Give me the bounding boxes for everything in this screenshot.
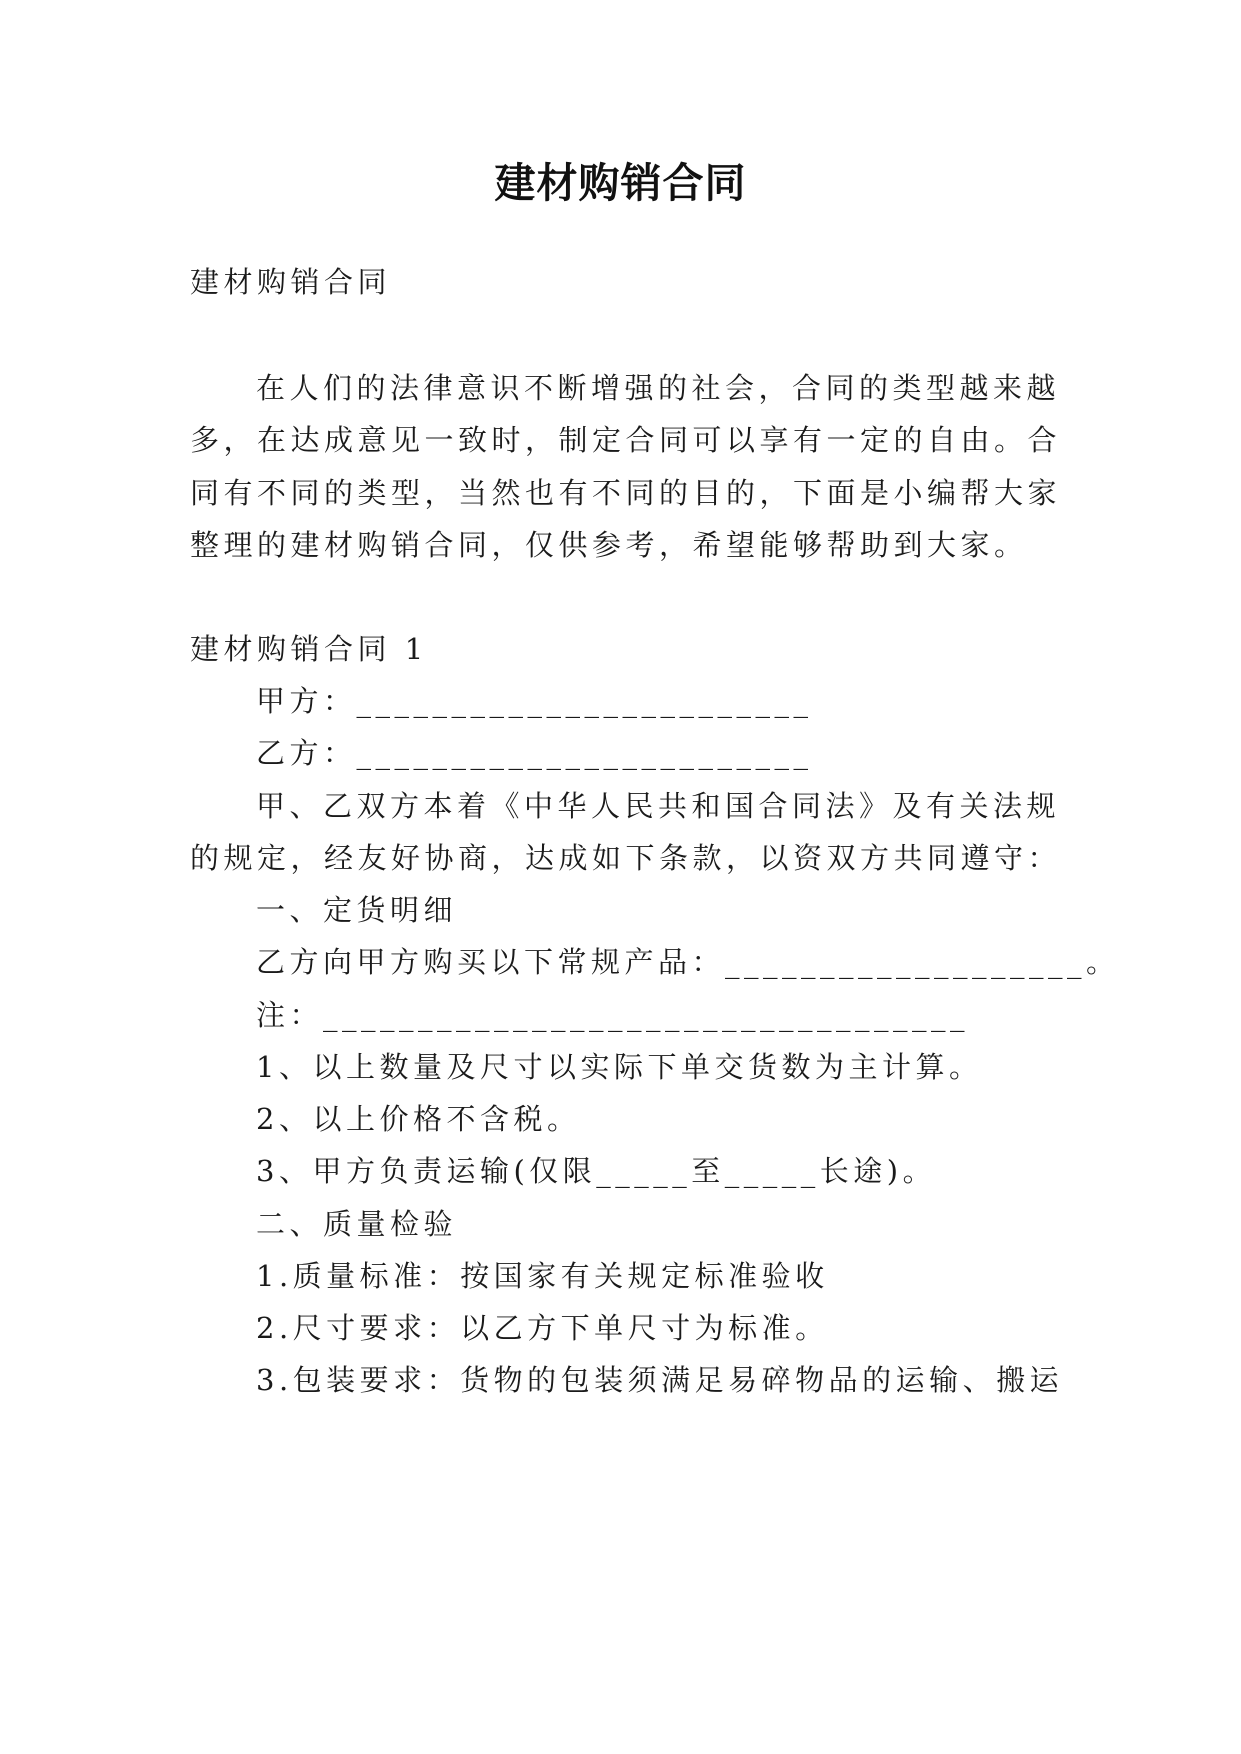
intro-line: 同有不同的类型，当然也有不同的目的，下面是小编帮大家 — [190, 476, 1062, 510]
section-heading: 一、定货明细 — [256, 893, 458, 927]
order-line: 乙方向甲方购买以下常规产品：___________________。 — [256, 945, 1120, 979]
quality-item: 1.质量标准：按国家有关规定标准验收 — [256, 1259, 829, 1293]
document-title: 建材购销合同 — [494, 159, 747, 207]
note-item: 3、甲方负责运输(仅限_____至_____长途)。 — [256, 1154, 937, 1188]
quality-item: 3.包装要求：货物的包装须满足易碎物品的运输、搬运 — [256, 1363, 1064, 1397]
note-item: 2、以上价格不含税。 — [256, 1102, 581, 1136]
intro-line: 整理的建材购销合同，仅供参考，希望能够帮助到大家。 — [190, 528, 1028, 562]
document-subtitle: 建材购销合同 — [190, 265, 392, 299]
note-item: 1、以上数量及尺寸以实际下单交货数为主计算。 — [256, 1050, 983, 1084]
preamble-line: 的规定，经友好协商，达成如下条款，以资双方共同遵守： — [190, 841, 1062, 875]
intro-line: 在人们的法律意识不断增强的社会，合同的类型越来越 — [256, 371, 1061, 405]
section-heading: 二、质量检验 — [256, 1207, 458, 1241]
party-a-line: 甲方：________________________ — [256, 684, 813, 718]
preamble-line: 甲、乙双方本着《中华人民共和国合同法》及有关法规 — [256, 789, 1061, 823]
note-line: 注：__________________________________ — [256, 998, 970, 1032]
quality-item: 2.尺寸要求：以乙方下单尺寸为标准。 — [256, 1311, 829, 1345]
intro-line: 多，在达成意见一致时，制定合同可以享有一定的自由。合 — [190, 423, 1062, 457]
party-b-line: 乙方：________________________ — [256, 736, 813, 770]
contract-heading: 建材购销合同 1 — [190, 632, 428, 666]
